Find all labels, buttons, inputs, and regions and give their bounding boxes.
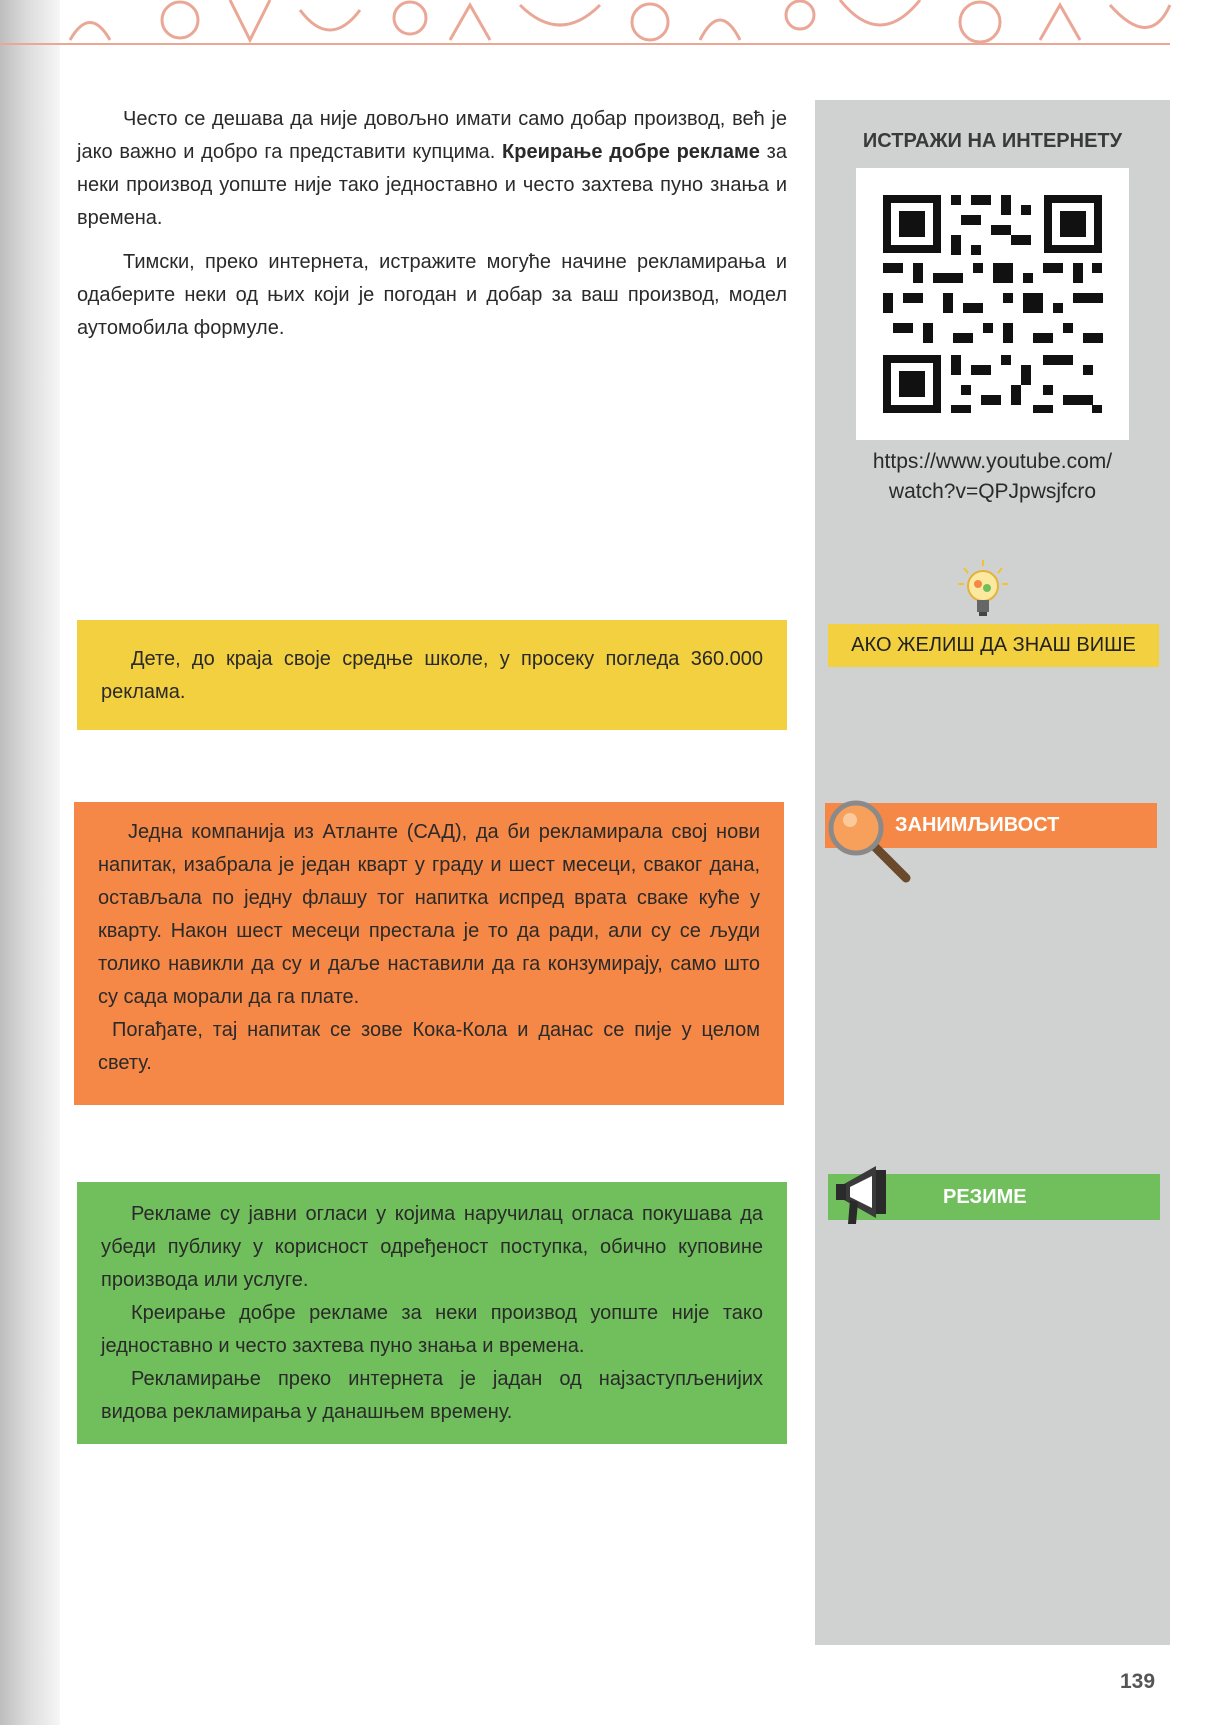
intro-text-2: за неки производ уопште није тако једноставно и често захтева пуно знања и времена. — [77, 141, 787, 229]
research-title: ИСТРАЖИ НА ИНТЕРНЕТУ — [862, 130, 1123, 152]
yellow-fact-box — [77, 620, 787, 730]
orange-box-paragraph-1: Једна компанија из Атланте (САД), да би рекламирала свој нови напитак, изабрала је један кварт у граду и шест месеци, сваког дана, остављала по једну флашу тог напитка испред врата сваке куће у кварту. Након шест месеци престала је то да ради, али су се људи толико навикли да су и даље наставили да га конзумирају, само што су сада морали да га плате. — [98, 821, 760, 1008]
intro-bold-phrase: Креирање добре рекламе — [502, 141, 760, 163]
lightbulb-icon — [958, 560, 1008, 622]
page-spine-shadow — [0, 0, 60, 1725]
green-box-paragraph-3: Рекламирање преко интернета је јадан од најзаступљенијих видова рекламирања у данашњем времену. — [101, 1368, 763, 1423]
intro-paragraph-2: Тимски, преко интернета, истражите могуће начине рекламирања и одаберите неки од њих који је погодан и добар за ваш производ, модел аутомобила формуле. — [77, 251, 787, 339]
green-summary-box — [77, 1182, 787, 1444]
curiosity-label-text: ЗАНИМЉИВОСТ — [895, 814, 1060, 836]
green-box-paragraph-1: Рекламе су јавни огласи у којима наручилац огласа покушава да убеди публику у корисност одређеност поступка, обично куповине производа или услуге. — [101, 1203, 763, 1291]
video-url-link[interactable] — [815, 447, 1170, 507]
intro-paragraph-1 — [77, 103, 787, 235]
orange-story-box — [74, 802, 784, 1105]
magnifier-icon — [826, 798, 912, 884]
decorative-top-border — [0, 0, 1217, 46]
qr-code-icon — [856, 168, 1129, 440]
intro-text-1: Често се дешава да није довољно имати само добар производ, већ је јако важно и добро га представити купцима. — [77, 108, 787, 163]
orange-box-paragraph-2: Погађате, тај напитак се зове Кока-Кола и данас се пије у целом свету. — [98, 1019, 760, 1074]
summary-label-text: РЕЗИМЕ — [943, 1186, 1027, 1208]
page-number: 139 — [1120, 1670, 1156, 1693]
more-info-label: АКО ЖЕЛИШ ДА ЗНАШ ВИШЕ — [828, 624, 1159, 667]
url-line-2: watch?v=QPJpwsjfcro — [888, 480, 1097, 503]
green-box-paragraph-2: Креирање добре рекламе за неки производ уопште није тако једноставно и често захтева пуно знања и времена. — [101, 1302, 763, 1357]
yellow-box-text: Дете, до краја своје средње школе, у просеку погледа 360.000 реклама. — [101, 648, 763, 703]
url-line-1: https://www.youtube.com/ — [872, 450, 1113, 473]
qr-code[interactable] — [856, 168, 1129, 440]
megaphone-icon — [836, 1160, 902, 1228]
